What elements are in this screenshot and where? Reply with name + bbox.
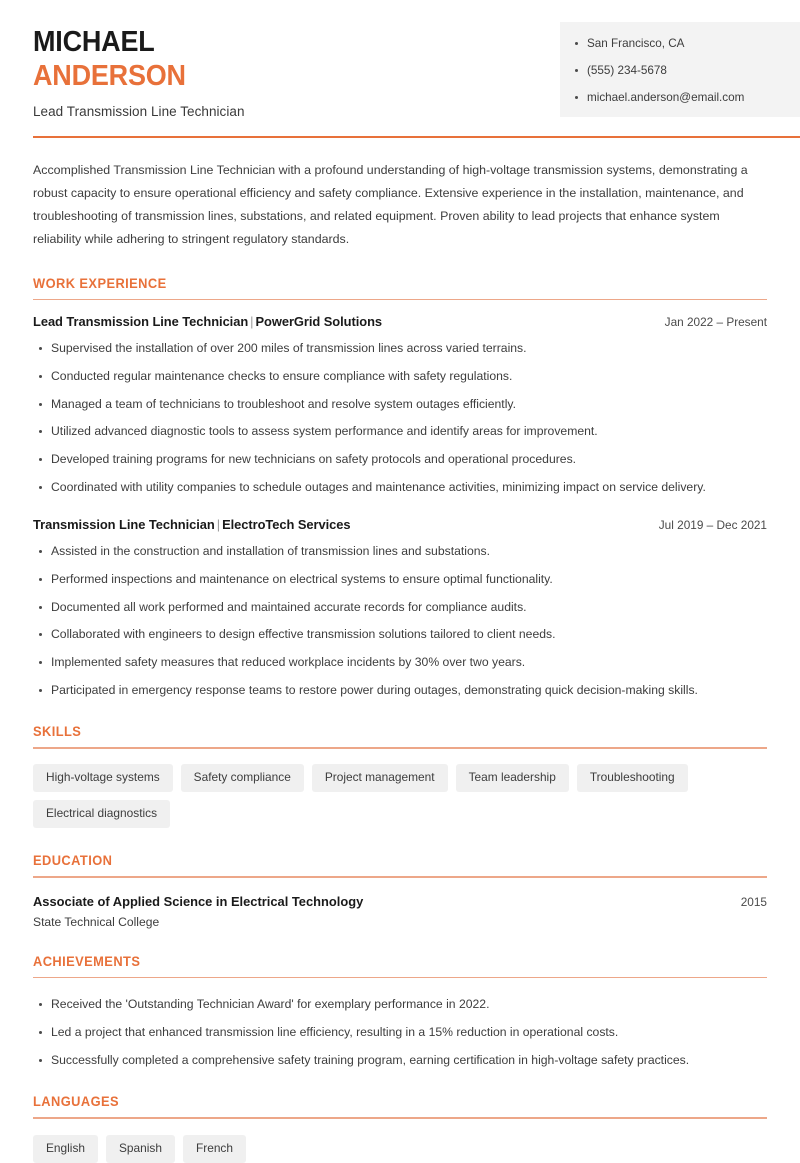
section-title-languages: LANGUAGES xyxy=(33,1094,120,1110)
bullet-item: Developed training programs for new technicians on safety protocols and operational procedures. xyxy=(33,451,767,469)
identity-block xyxy=(33,22,245,119)
experience-company: ElectroTech Services xyxy=(222,517,351,533)
language-pill: Spanish xyxy=(106,1135,175,1163)
skill-pill: Team leadership xyxy=(456,764,569,792)
contact-email: michael.anderson@email.com xyxy=(574,90,784,106)
skill-pill: Project management xyxy=(312,764,448,792)
bullet-item: Implemented safety measures that reduced workplace incidents by 30% over two years. xyxy=(33,654,767,672)
bullet-item: Documented all work performed and maintained accurate records for compliance audits. xyxy=(33,599,767,617)
skill-pill: High-voltage systems xyxy=(33,764,173,792)
section-skills xyxy=(33,724,767,828)
achievements-list xyxy=(33,996,767,1069)
contact-list xyxy=(574,36,784,105)
bullet-item: Conducted regular maintenance checks to ensure compliance with safety regulations. xyxy=(33,368,767,386)
languages-pill-list xyxy=(33,1135,767,1163)
experience-role: Lead Transmission Line Technician xyxy=(33,314,249,330)
section-languages xyxy=(33,1094,767,1163)
bullet-item: Participated in emergency response teams to restore power during outages, demonstrating quick decision-making skills. xyxy=(33,682,767,700)
professional-summary: Accomplished Transmission Line Technician with a profound understanding of high-voltage transmission systems, demonstrating a robust capacity to ensure operational efficiency and safety compliance. Extensive experience in the installation, maintenance, and troubleshooting of transmission lines, substations, and related equipment. Proven ability to lead projects that enhance system reliability while adhering to stringent regulatory standards. xyxy=(33,162,748,246)
education-entry xyxy=(33,894,767,929)
skill-pill: Troubleshooting xyxy=(577,764,688,792)
education-year: 2015 xyxy=(740,894,767,909)
skills-pill-list xyxy=(33,764,767,828)
education-degree: Associate of Applied Science in Electrical Technology xyxy=(33,893,364,909)
resume-content xyxy=(0,159,800,1163)
section-divider xyxy=(33,1117,767,1119)
section-education xyxy=(33,853,767,929)
bullet-item: Supervised the installation of over 200 miles of transmission lines across varied terrains. xyxy=(33,340,767,358)
section-divider xyxy=(33,876,767,878)
bullet-item: Performed inspections and maintenance on electrical systems to ensure optimal functionality. xyxy=(33,571,767,589)
experience-role: Transmission Line Technician xyxy=(33,517,215,533)
section-title-skills: SKILLS xyxy=(33,724,82,740)
section-achievements xyxy=(33,954,767,1070)
education-school: State Technical College xyxy=(33,914,160,929)
contact-info-box xyxy=(560,22,800,117)
section-divider xyxy=(33,977,767,979)
language-pill: French xyxy=(183,1135,246,1163)
bullet-item: Led a project that enhanced transmission line efficiency, resulting in a 15% reduction in operational costs. xyxy=(33,1024,767,1042)
resume-header xyxy=(0,0,800,138)
bullet-item: Coordinated with utility companies to schedule outages and maintenance activities, minimizing impact on service delivery. xyxy=(33,479,767,497)
bullet-item: Managed a team of technicians to troubleshoot and resolve system outages efficiently. xyxy=(33,396,767,414)
title-separator: | xyxy=(250,314,254,330)
header-divider xyxy=(33,136,800,138)
last-name: ANDERSON xyxy=(33,59,186,92)
contact-location: San Francisco, CA xyxy=(574,36,784,52)
contact-phone: (555) 234-5678 xyxy=(574,63,784,79)
bullet-item: Utilized advanced diagnostic tools to assess system performance and identify areas for improvement. xyxy=(33,423,767,441)
experience-bullets xyxy=(33,543,767,699)
first-name: MICHAEL xyxy=(33,26,155,58)
experience-entry xyxy=(33,517,767,699)
title-separator: | xyxy=(216,517,221,533)
section-title-education: EDUCATION xyxy=(33,853,113,869)
experience-title xyxy=(33,314,382,329)
bullet-item: Successfully completed a comprehensive safety training program, earning certification in high-voltage safety practices. xyxy=(33,1052,767,1070)
experience-entry xyxy=(33,314,767,496)
bullet-item: Assisted in the construction and installation of transmission lines and substations. xyxy=(33,543,767,561)
section-divider xyxy=(33,299,767,301)
experience-bullets xyxy=(33,340,767,496)
experience-date: Jul 2019 – Dec 2021 xyxy=(658,518,767,533)
section-work-experience xyxy=(33,276,767,700)
section-divider xyxy=(33,747,767,749)
section-title-work-experience: WORK EXPERIENCE xyxy=(33,275,167,291)
skill-pill: Electrical diagnostics xyxy=(33,800,170,828)
headline-job-title: Lead Transmission Line Technician xyxy=(33,103,245,119)
experience-title xyxy=(33,517,351,532)
bullet-item: Collaborated with engineers to design effective transmission solutions tailored to client needs. xyxy=(33,626,767,644)
section-title-achievements: ACHIEVEMENTS xyxy=(33,953,141,969)
experience-company: PowerGrid Solutions xyxy=(255,314,383,330)
skill-pill: Safety compliance xyxy=(181,764,304,792)
language-pill: English xyxy=(33,1135,98,1163)
experience-date: Jan 2022 – Present xyxy=(664,315,767,330)
bullet-item: Received the 'Outstanding Technician Award' for exemplary performance in 2022. xyxy=(33,996,767,1014)
